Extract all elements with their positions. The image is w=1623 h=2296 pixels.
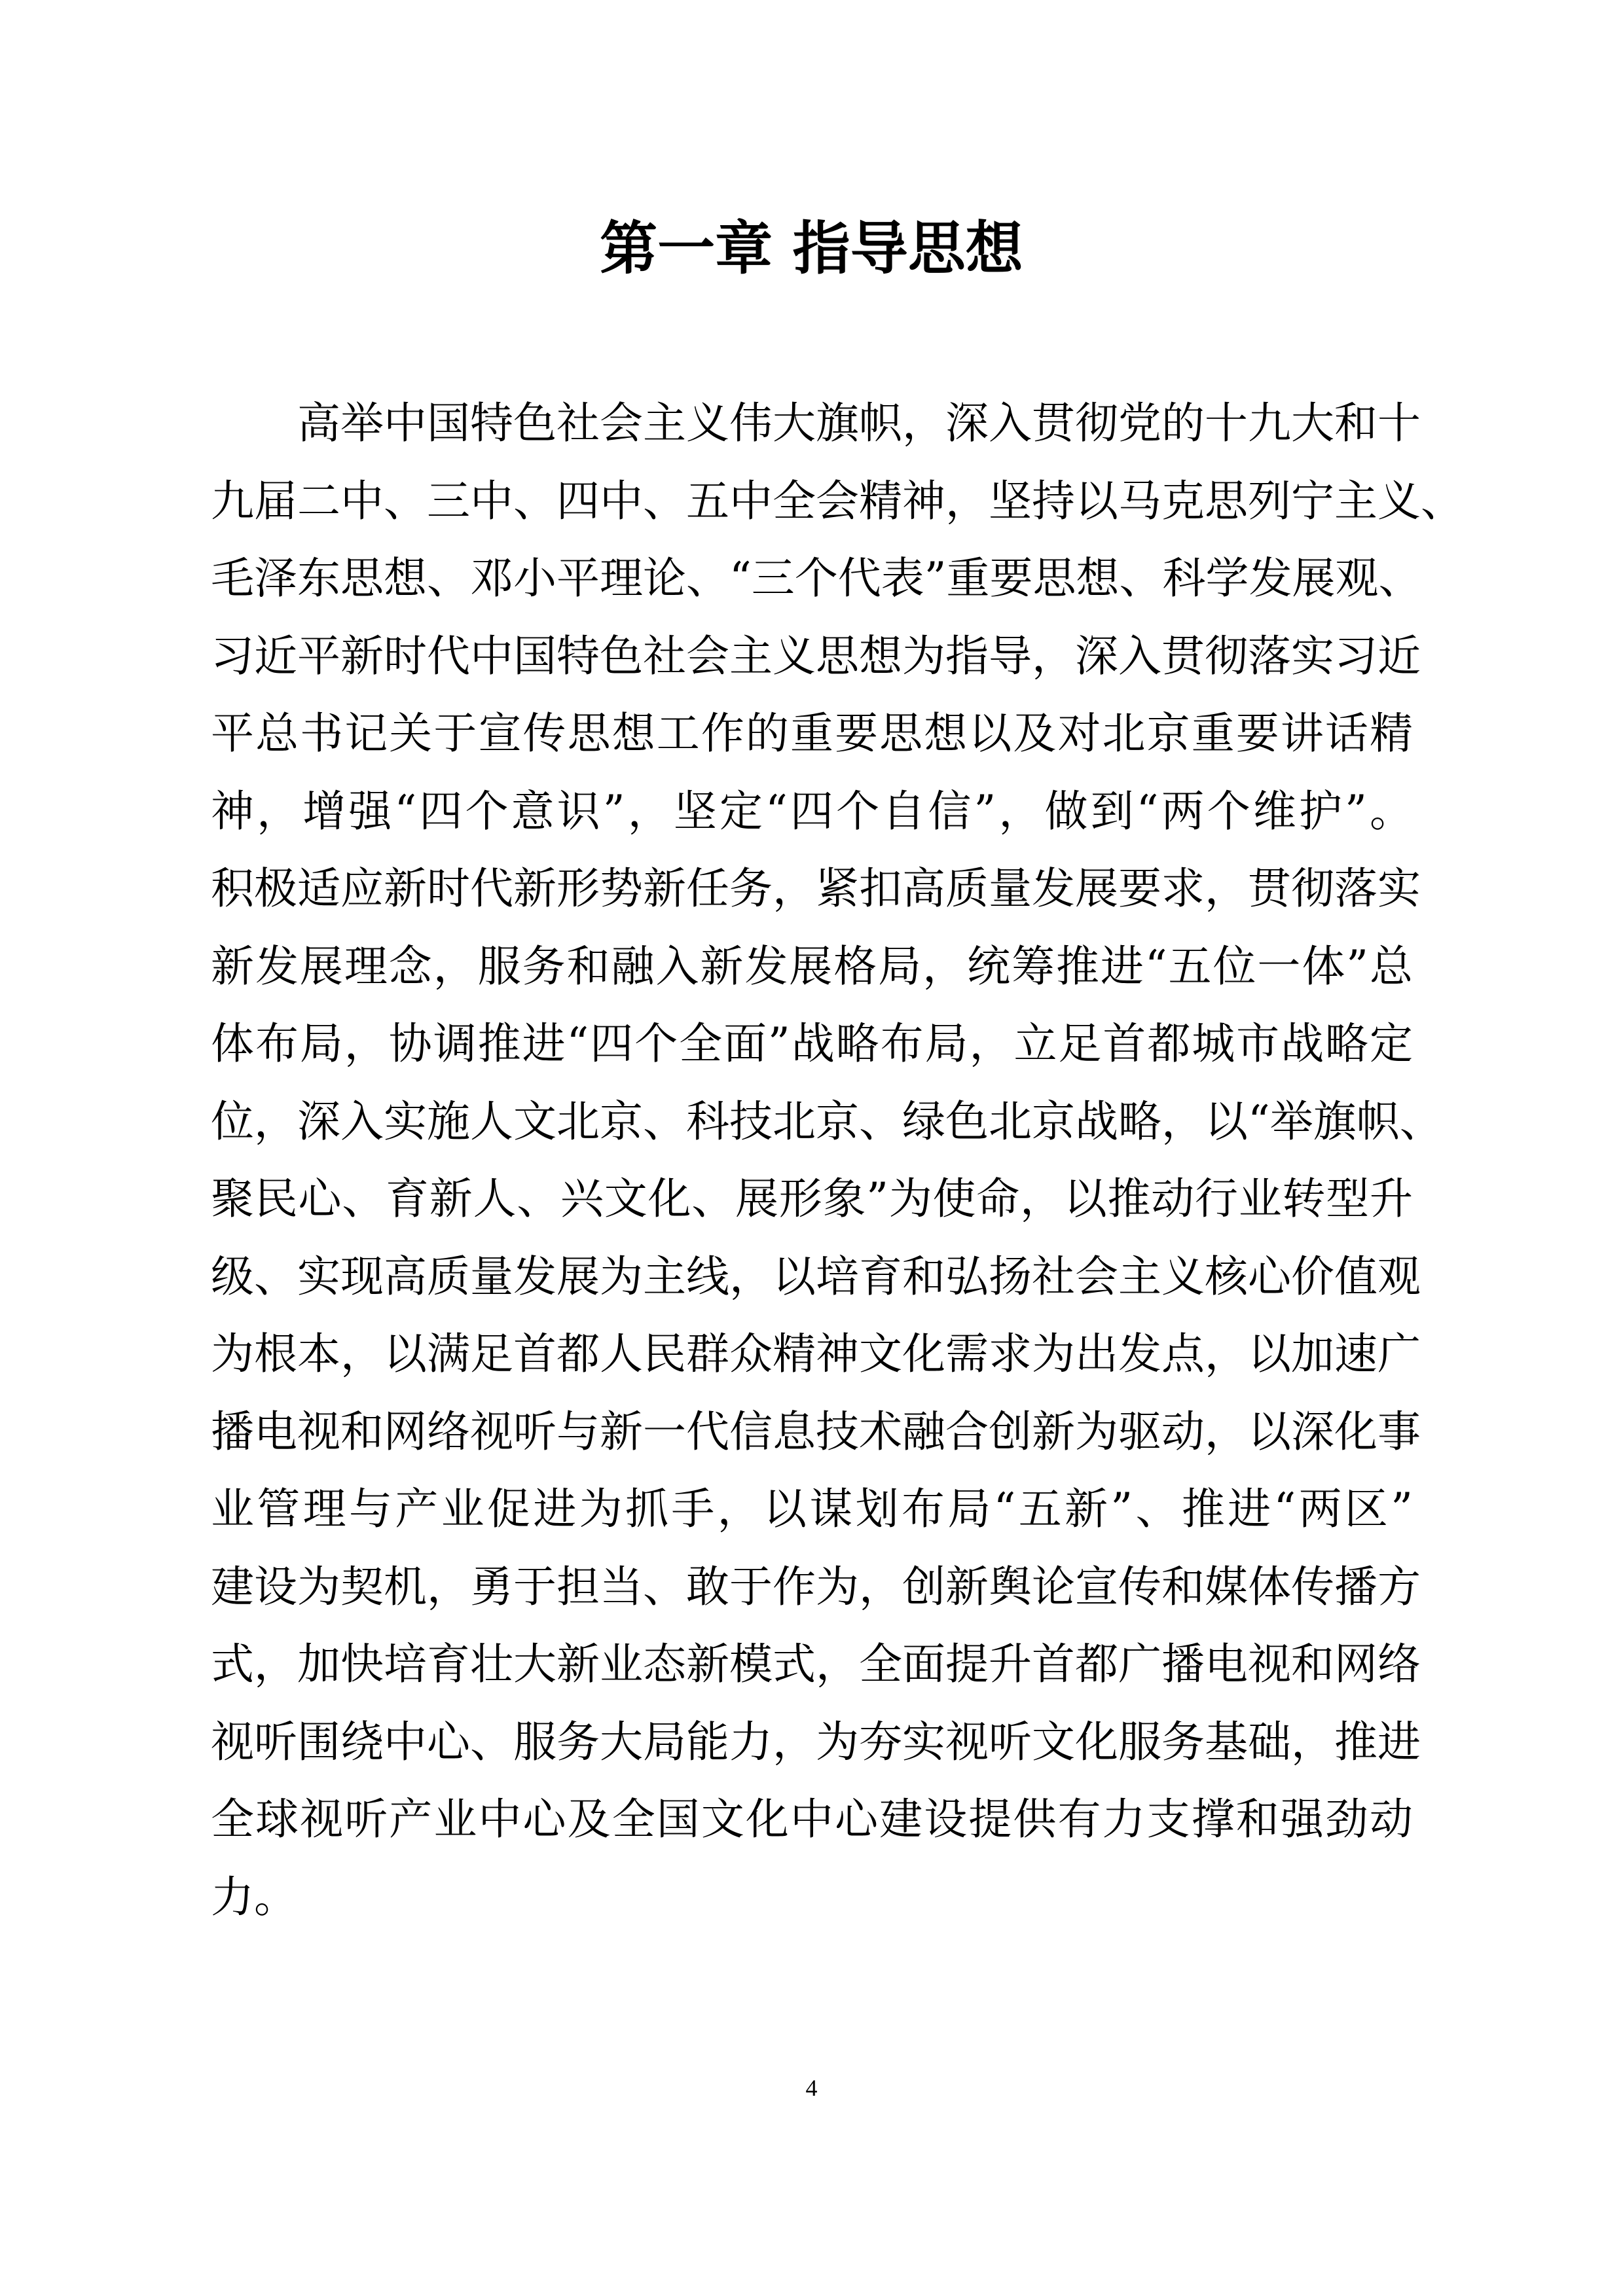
paragraph-line: 体布局，协调推进“四个全面”战略布局，立足首都城市战略定	[211, 1018, 1413, 1069]
paragraph-line: 毛泽东思想、邓小平理论、“三个代表”重要思想、科学发展观、	[211, 553, 1422, 603]
paragraph-line: 位，深入实施人文北京、科技北京、绿色北京战略，以“举旗帜、	[211, 1096, 1443, 1147]
paragraph-line: 神，增强“四个意识”，坚定“四个自信”，做到“两个维护”。	[211, 785, 1413, 836]
paragraph-line: 高举中国特色社会主义伟大旗帜，深入贯彻党的十九大和十	[297, 398, 1421, 448]
paragraph-line: 新发展理念，服务和融入新发展格局，统筹推进“五位一体”总	[211, 941, 1413, 992]
paragraph-line: 全球视听产业中心及全国文化中心建设提供有力支撑和强劲动	[211, 1794, 1413, 1844]
paragraph-line: 建设为契机，勇于担当、敢于作为，创新舆论宣传和媒体传播方	[211, 1561, 1421, 1612]
paragraph-line: 习近平新时代中国特色社会主义思想为指导，深入贯彻落实习近	[211, 630, 1421, 681]
paragraph-line: 平总书记关于宣传思想工作的重要思想以及对北京重要讲话精	[211, 708, 1413, 759]
paragraph-line: 为根本，以满足首都人民群众精神文化需求为出发点，以加速广	[211, 1329, 1421, 1379]
body-paragraph	[211, 385, 1464, 1936]
paragraph-line: 播电视和网络视听与新一代信息技术融合创新为驱动，以深化事	[211, 1406, 1421, 1457]
paragraph-line: 力。	[211, 1871, 297, 1922]
paragraph-line: 业管理与产业促进为抓手，以谋划布局“五新”、推进“两区”	[211, 1484, 1413, 1534]
paragraph-line: 积极适应新时代新形势新任务，紧扣高质量发展要求，贯彻落实	[211, 863, 1421, 914]
chapter-title: 第一章 指导思想	[600, 215, 1023, 282]
paragraph-line: 九届二中、三中、四中、五中全会精神，坚持以马克思列宁主义、	[211, 475, 1464, 526]
paragraph-line: 聚民心、育新人、兴文化、展形象”为使命，以推动行业转型升	[211, 1174, 1413, 1224]
paragraph-line: 式，加快培育壮大新业态新模式，全面提升首都广播电视和网络	[211, 1639, 1421, 1689]
paragraph-line: 级、实现高质量发展为主线，以培育和弘扬社会主义核心价值观	[211, 1251, 1421, 1302]
page-number: 4	[805, 2075, 818, 2101]
paragraph-line: 视听围绕中心、服务大局能力，为夯实视听文化服务基础，推进	[211, 1716, 1421, 1767]
